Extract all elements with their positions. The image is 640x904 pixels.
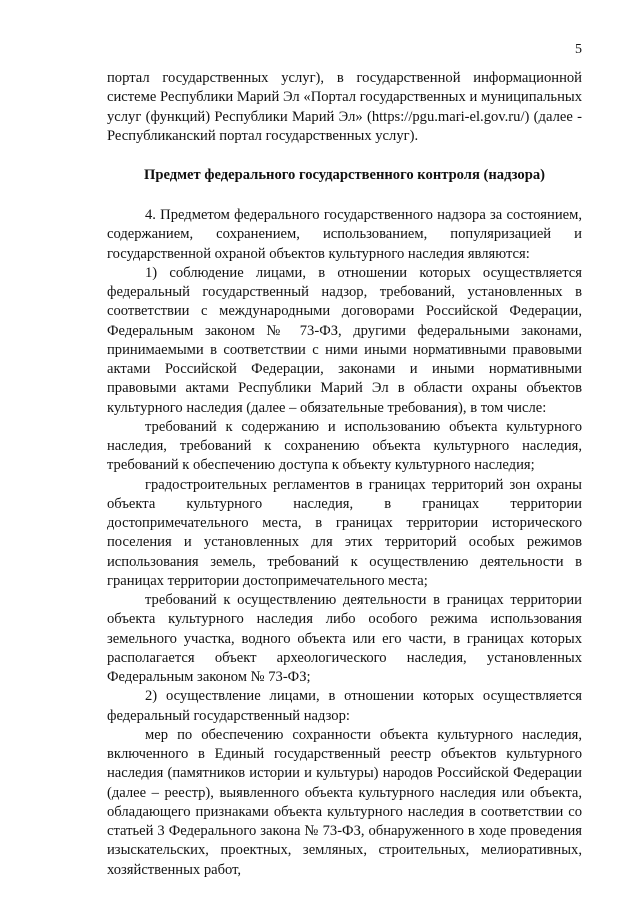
paragraph-urban-regulations: градостроительных регламентов в границах территорий зон охраны объекта культурного наследия, в границах территории достопримечательного места, в границах территории исторического поселения и установленных для этих территорий особых режимов использования земель, требований к осуществлению деятельности в границах территории достопримечательного места; bbox=[107, 476, 582, 589]
paragraph-requirements-content: требований к содержанию и использованию объекта культурного наследия, требований к сохранению объекта культурного наследия, требований к обеспечению доступа к объекту культурного наследия; bbox=[107, 418, 582, 474]
paragraph-item-4: 4. Предметом федерального государственного надзора за состоянием, содержанием, сохранением, использованием, популяризацией и государственной охраной объектов культурного наследия являются: bbox=[107, 207, 582, 262]
paragraph-subitem-2: 2) осуществление лицами, в отношении которых осуществляется федеральный государственный надзор: bbox=[107, 688, 582, 724]
document-body bbox=[107, 69, 582, 880]
paragraph-preservation-measures: мер по обеспечению сохранности объекта культурного наследия, включенного в Единый государственный реестр объектов культурного наследия (памятников истории и культуры) народов Российской Федерации (далее – реестр), выявленного объекта культурного наследия или объекта, обладающего признаками объекта культурного наследия в соответствии со статьей 3 Федерального закона № 73-ФЗ, обнаруженного в ходе проведения изыскательских, проектных, земляных, строительных, мелиоративных, хозяйственных работ, bbox=[107, 726, 582, 878]
paragraph-subitem-1: 1) соблюдение лицами, в отношении которых осуществляется федеральный государственный надзор, требований, установленных в соответствии с международными договорами Российской Федерации, Федеральным законом № 73-ФЗ, другими федеральными законами, принимаемыми в соответствии с ними иными нормативными правовыми актами Российской Федерации, законами и иными нормативными правовыми актами Республики Марий Эл в области охраны объектов культурного наследия (далее – обязательные требования), в том числе: bbox=[107, 264, 582, 416]
paragraph-territory-activity: требований к осуществлению деятельности в границах территории объекта культурного наследия либо особого режима использования земельного участка, водного объекта или его части, в границах которых располагается объект археологического наследия, установленных Федеральным законом № 73-ФЗ; bbox=[107, 592, 582, 685]
page-number: 5 bbox=[575, 42, 582, 57]
intro-paragraph: портал государственных услуг), в государственной информационной системе Республики Марий Эл «Портал государственных и муниципальных услуг (функций) Республики Марий Эл» (https://pgu.mari-el.gov.ru/) (далее - Республиканский портал государственных услуг). bbox=[107, 70, 582, 144]
section-heading: Предмет федерального государственного контроля (надзора) bbox=[143, 167, 545, 183]
